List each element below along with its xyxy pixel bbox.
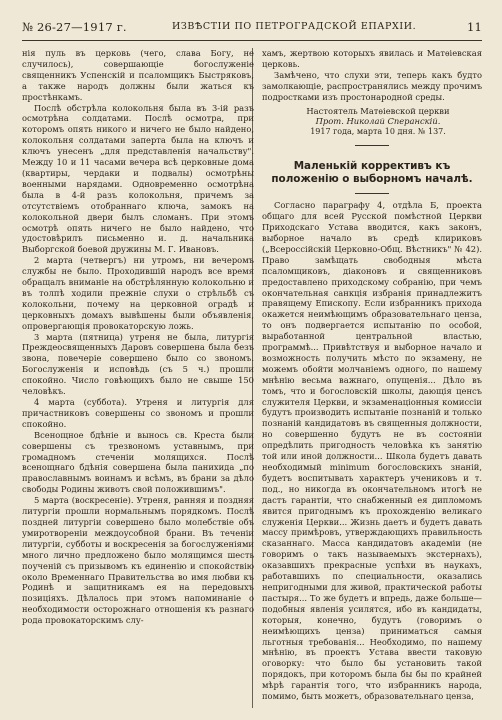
signature-role: Настоятель Матѳіевской церкви <box>306 105 450 116</box>
signature-date: 1917 года, марта 10 дня. № 137. <box>310 127 446 137</box>
paragraph: 2 марта (четвергъ) ни утромъ, ни вечеромъ службы не было. Проходившій народъ все время обращалъ вниманіе на обстрѣлянную колокольню и въ толпѣ ходили прежніе слухи о стрѣльбѣ съ колокольни, почему на церковной оградѣ и церковныхъ домахъ вывѣшены были объявленія, опровергающія провокаторскую ложь. <box>22 255 254 331</box>
paragraph: хамъ, жертвою которыхъ явилась и Матѳіевская церковь. <box>262 48 482 69</box>
journal-title: ИЗВѢСТІИ ПО ПЕТРОГРАДСКОЙ ЕПАРХІИ. <box>172 21 417 32</box>
issue-number: № 26-27—1917 г. <box>22 20 127 34</box>
page-header <box>22 18 482 36</box>
article-paragraph: Согласно параграфу 4, отдѣла Б, проекта общаго для всей Русской помѣстной Церкви Приходскаго Устава вводится, какъ законъ, выборное начало въ средѣ клириковъ („Всероссійскій Церковно-Общ. Вѣстникъ" № 42). Право замѣщать свободныя мѣста псаломщиковъ, діаконовъ и священниковъ предоставлено приходскому собранію, при чемъ окончательная санкція избранія принадлежитъ правящему Епископу. Если избранникъ прихода окажется неимѣющимъ образовательнаго ценза, то онъ подвергается испытанію по особой, выработанной центральной властью, программѣ... Привѣтствуя и выборное начало и возможность получить мѣсто по экзамену, не можемъ обойти молчаніемъ одного, по нашему мнѣнію весьма важнаго, опущенія... Дѣло въ томъ, что и богословскій школы, дающія ценсъ служителя Церкви, и экзаменаціонныя комиссіи будутъ производить испытаніе познаній и только познаній кандидатовъ въ священныя должности, но совершенно будутъ не въ состояніи опредѣлить пригодность человѣка къ занятію той или иной должности... Школа будетъ давать необходимый minimum богословскихъ знаній, будетъ воспитывать характеръ учениковъ и т. под., но никогда въ окончательномъ итогѣ не дастъ гарантіи, что снабженный ея дипломомъ явится пригоднымъ къ прохожденію великаго служенія Церкви... Жизнь даетъ и будетъ давать массу примѣровъ, утверждающихъ правильность сказаннаго. Масса кандидатовъ академіи (не говоримъ о такъ называемыхъ экстернахъ), оказавшихъ прекрасные успѣхи въ наукахъ, работавшихъ по специальности, оказались непригодными для живой, практической работы пастыря... То же будетъ и впредь, даже больше—подобныя явленія усилятся, ибо въ кандидаты, которыя, конечно, будутъ (говоримъ о неимѣющихъ ценза) приниматься самыя льготныя требованія... Необходимо, по нашему мнѣнію, въ проектъ Устава ввести таковую оговорку: что было бы установить такой порядокъ, при которомъ была бы бы по крайней мѣрѣ гарантія того, что избранникъ народа, помимо, быть можетъ, образовательнаго ценза, <box>262 200 482 702</box>
paragraph: Всенощное бдѣніе и вынось св. Креста были совершены съ трезвономъ уставнымъ, при громадномъ стеченіи молящихся. Послѣ всенощнаго бдѣнія совершена была панихида „по православнымъ воинамъ и всѣмъ, въ брани за дѣло свободы Родины животъ свой положившимъ". <box>22 429 254 495</box>
article-title: Маленькій коррективъ къ положенію о выборномъ началѣ. <box>271 160 473 186</box>
section-rule <box>355 145 389 146</box>
paragraph: 5 марта (воскресеніе). Утреня, ранняя и поздняя литургіи прошли нормальнымъ порядкомъ. Послѣ поздней литургіи совершено было молебствіе объ умиротвореніи междоусобной брани. Въ теченіи литургіи, субботы и воскресенія за богослуженіями много лично предложено было молящимся шесть поученій съ призывомъ къ единенію и спокойствію около Временнаго Правительства во имя любви къ Родинѣ и защитникамъ ея на передовыхъ позиціяхъ. Дѣлалось при этомъ напоминаніе о необходимости осторожнаго отношенія къ разнаго рода провокаторскимъ слу- <box>22 495 254 626</box>
paragraph: 4 марта (суббота). Утреня и литургія для причастниковъ совершены со звономъ и прошли спокойно. <box>22 397 254 429</box>
paragraph: Замѣчено, что слухи эти, теперь какъ будто замолкающіе, распространялись между прочимъ подростками изъ простонародной среды. <box>262 69 482 102</box>
left-column <box>22 48 254 626</box>
signature-name: Прот. Николай Сперанскій. <box>315 116 441 127</box>
right-column <box>262 48 482 702</box>
paragraph: нія пуль въ церковь (чего, слава Богу, не случилось), совершающіе богослуженіе священникъ Успенскій и псаломщикъ Быстряковъ, а также народъ должны были жаться къ простѣнкамъ. <box>22 48 254 102</box>
page-number: 11 <box>466 20 482 34</box>
section-rule <box>355 193 389 194</box>
paragraph: 3 марта (пятница) утреня не была, литургія Преждеосвященныхъ Даровъ совершена была безъ звона, повечеріе совершено было со звономъ. Богослуженія и исповѣдь (съ 5 ч.) прошли спокойно. Число говѣющихъ было не свыше 150 человѣкъ. <box>22 331 254 397</box>
header-rule <box>22 40 482 41</box>
paragraph: Послѣ обстрѣла колокольня была въ 3-ій разъ осмотрѣна солдатами. Послѣ осмотра, при которомъ опять никого и ничего не было найдено, колокольня солдатами заперта была на ключъ и ключъ унесенъ „для представленія начальству". Между 10 и 11 часами вечера всѣ церковные дома (квартиры, чердаки и подвалы) осмотрѣны военными нарядами. Одновременно осмотрѣна была в 4-й разъ колокольня, причемъ за отсутствіемъ отобраннаго ключа, замокъ на колокольной двери былъ сломанъ. При этомъ осмотрѣ опять ничего не было найдено, что удостовѣрилъ письменно и. д. начальника Выборгской боевой дружины М. Г. Ивановъ. <box>22 102 254 255</box>
